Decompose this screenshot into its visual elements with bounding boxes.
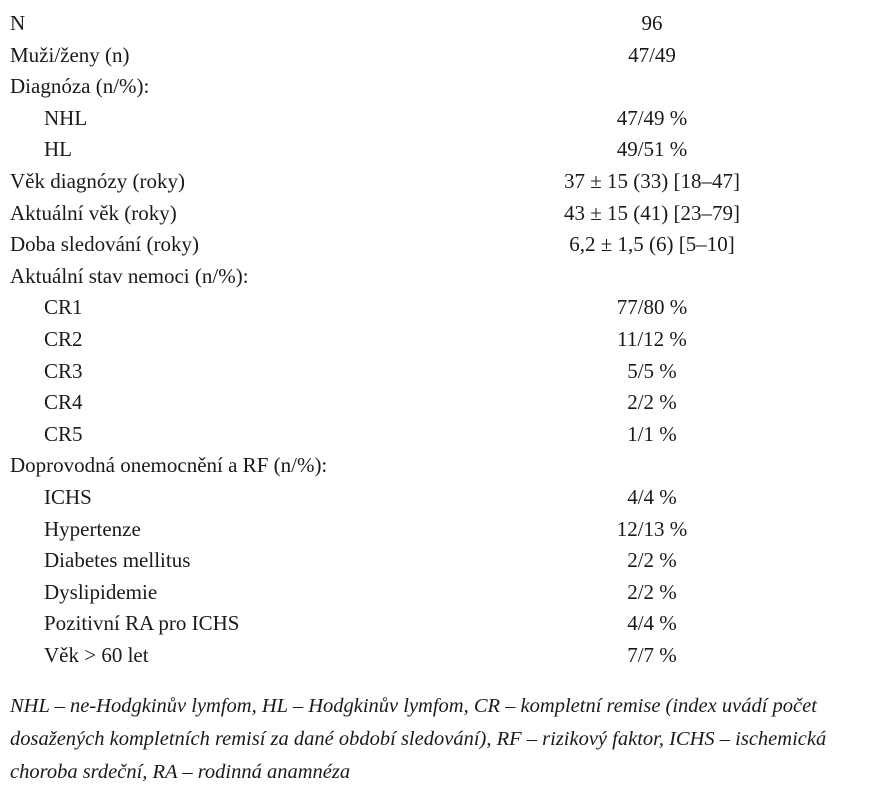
row-label: Věk diagnózy (roky) xyxy=(10,168,185,193)
table-row xyxy=(10,71,865,103)
table-row xyxy=(10,292,865,324)
row-label: CR3 xyxy=(44,358,83,383)
table-row xyxy=(10,450,865,482)
table-row xyxy=(10,324,865,356)
row-label: Muži/ženy (n) xyxy=(10,42,130,67)
table-row xyxy=(10,608,865,640)
row-value: 47/49 xyxy=(628,42,676,67)
table-row xyxy=(10,40,865,72)
row-value: 43 ± 15 (41) [23–79] xyxy=(564,200,740,225)
row-label: CR2 xyxy=(44,326,83,351)
table-row xyxy=(10,134,865,166)
row-label: CR5 xyxy=(44,421,83,446)
row-value: 4/4 % xyxy=(627,484,677,509)
row-label: Pozitivní RA pro ICHS xyxy=(44,611,240,636)
table-footnote: NHL – ne-Hodgkinův lymfom, HL – Hodgkinův lymfom, CR – kompletní remise (index uvádí počet dosažených kompletních remisí za dané období sledování), RF – rizikový faktor, ICHS – ischemická choroba srdeční, RA – rodinná anamnéza xyxy=(10,695,827,783)
characteristics-table xyxy=(10,8,865,671)
row-label: Diagnóza (n/%): xyxy=(10,74,150,99)
row-label: Aktuální stav nemoci (n/%): xyxy=(10,263,249,288)
table-row xyxy=(10,261,865,293)
table-row xyxy=(10,514,865,546)
table-row xyxy=(10,198,865,230)
row-value: 49/51 % xyxy=(616,137,688,162)
row-label: N xyxy=(10,11,26,35)
table-row xyxy=(10,356,865,388)
row-value: 12/13 % xyxy=(616,516,688,541)
row-value: 96 xyxy=(641,11,663,35)
row-value: 4/4 % xyxy=(627,611,677,636)
row-value: 11/12 % xyxy=(617,326,687,351)
row-value: 47/49 % xyxy=(616,105,688,130)
table-row xyxy=(10,482,865,514)
table-row xyxy=(10,8,865,40)
row-value: 1/1 % xyxy=(627,421,677,446)
row-value: 37 ± 15 (33) [18–47] xyxy=(564,168,740,193)
row-label: Aktuální věk (roky) xyxy=(10,200,177,225)
row-value: 2/2 % xyxy=(627,548,677,573)
row-value: 2/2 % xyxy=(627,390,677,415)
table-row xyxy=(10,640,865,672)
row-value: 5/5 % xyxy=(627,358,677,383)
table-row xyxy=(10,577,865,609)
row-label: CR4 xyxy=(44,390,83,415)
table-row xyxy=(10,166,865,198)
row-value: 77/80 % xyxy=(616,295,688,320)
row-value: 2/2 % xyxy=(627,579,677,604)
table-row xyxy=(10,419,865,451)
row-label: Dyslipidemie xyxy=(44,579,158,604)
row-label: CR1 xyxy=(44,295,83,320)
table-row xyxy=(10,229,865,261)
table-row xyxy=(10,387,865,419)
row-label: Věk > 60 let xyxy=(44,642,149,667)
row-value: 6,2 ± 1,5 (6) [5–10] xyxy=(569,232,735,257)
row-value: 7/7 % xyxy=(627,642,677,667)
row-label: Doprovodná onemocnění a RF (n/%): xyxy=(10,453,328,478)
table-row xyxy=(10,103,865,135)
row-label: Diabetes mellitus xyxy=(44,548,191,573)
row-label: HL xyxy=(44,137,72,162)
row-label: ICHS xyxy=(44,484,92,509)
table-row xyxy=(10,545,865,577)
row-label: NHL xyxy=(44,105,88,130)
row-label: Hypertenze xyxy=(44,516,141,541)
table-rows xyxy=(10,8,865,671)
row-label: Doba sledování (roky) xyxy=(10,232,199,257)
